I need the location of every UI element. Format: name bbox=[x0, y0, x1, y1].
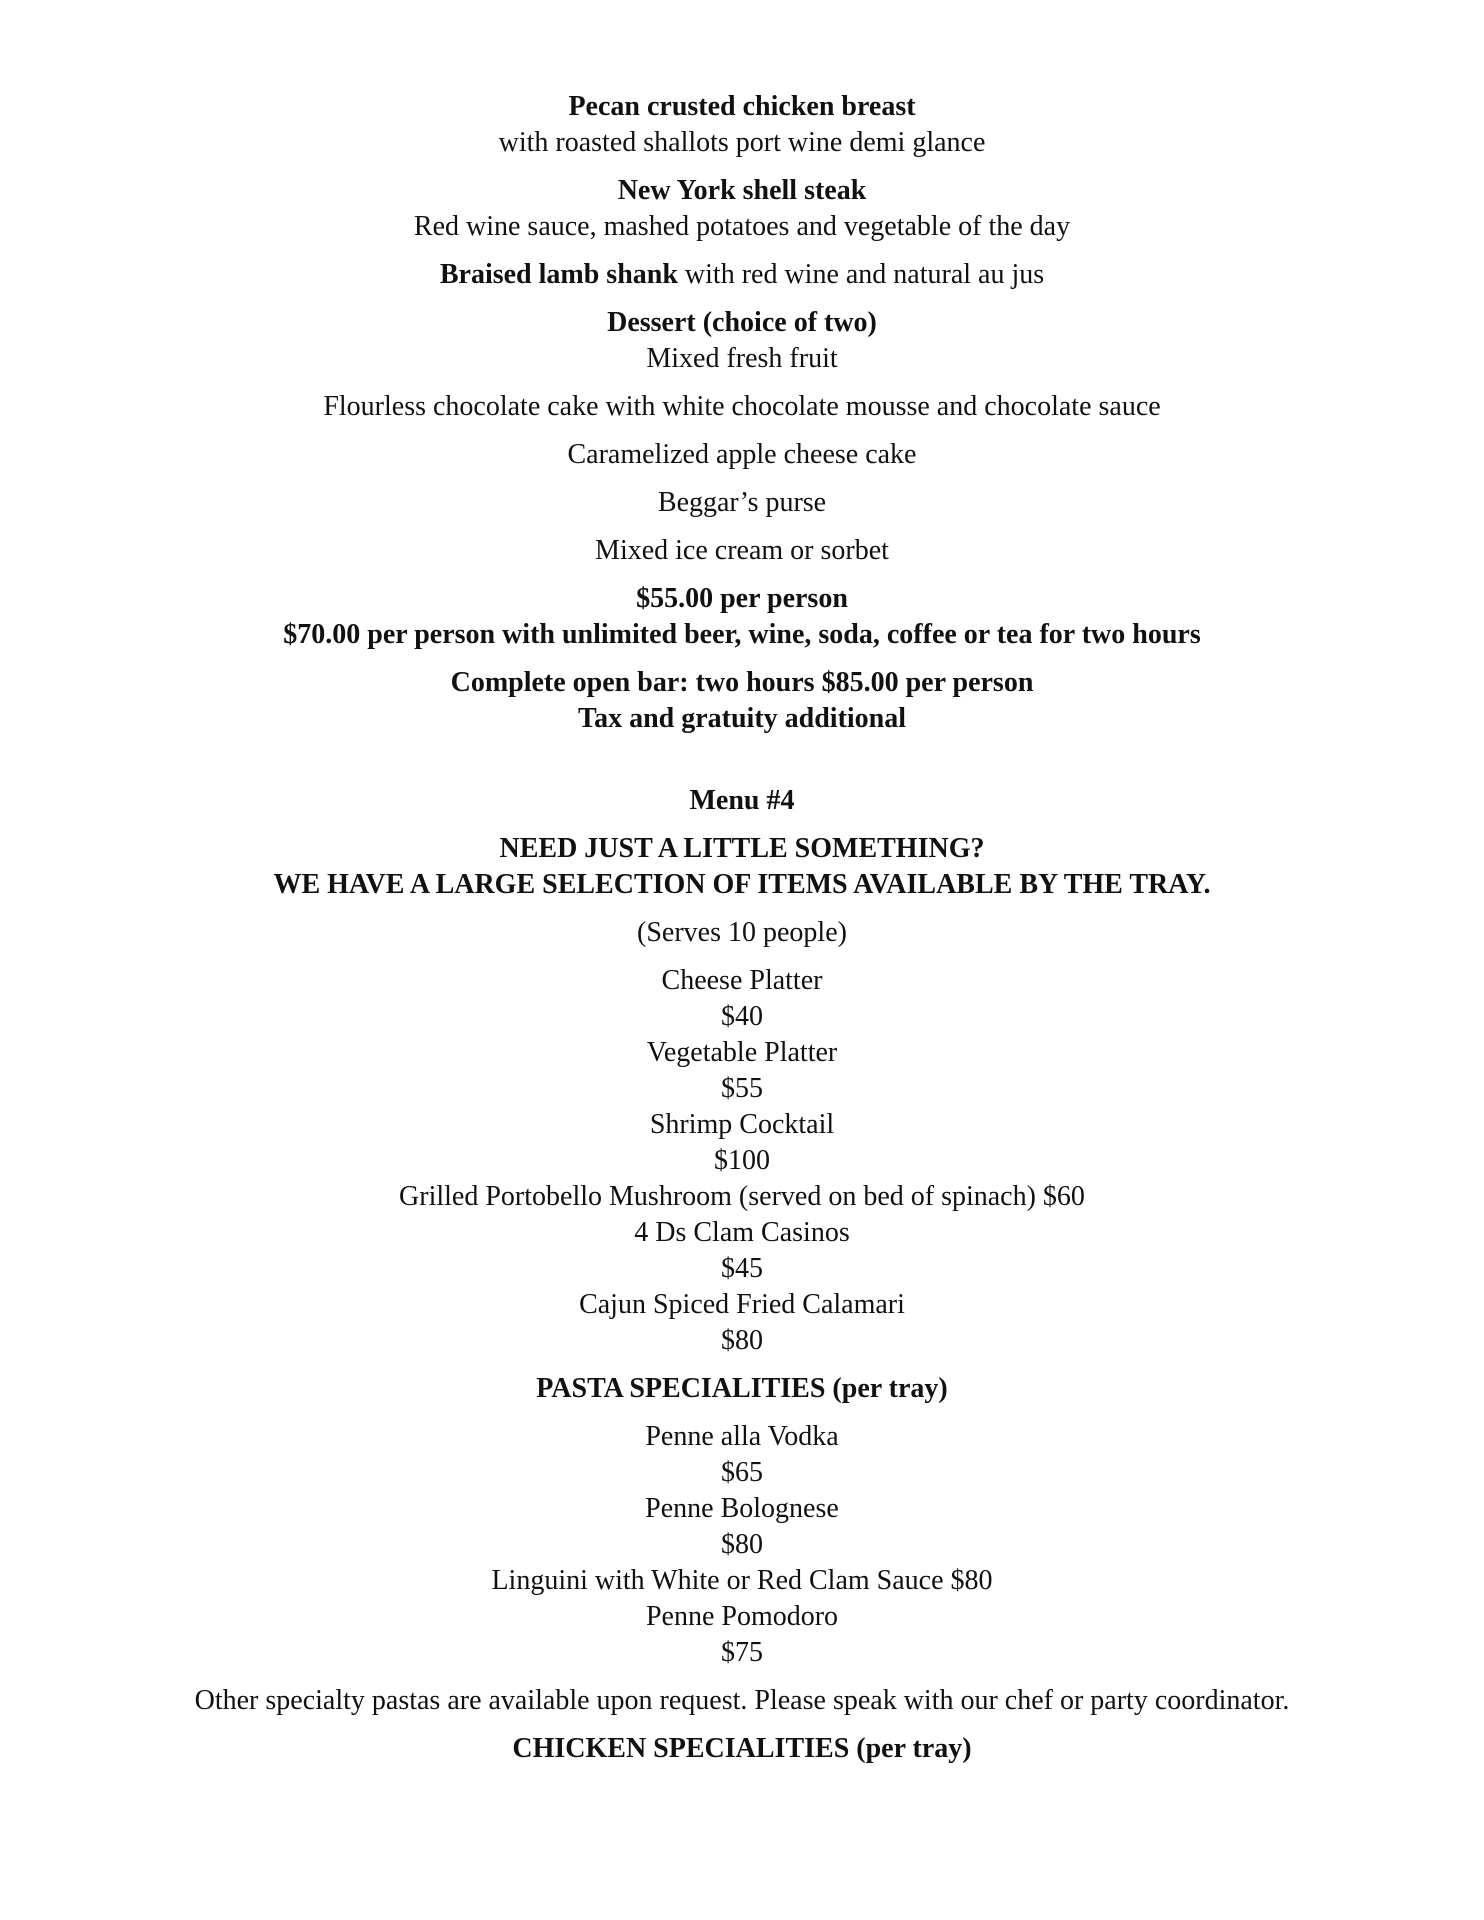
menu4-tagline: WE HAVE A LARGE SELECTION OF ITEMS AVAILABLE BY THE TRAY. bbox=[273, 869, 1211, 900]
price-open-bar: Complete open bar: two hours $85.00 per person bbox=[450, 667, 1034, 698]
chicken-heading: CHICKEN SPECIALITIES (per tray) bbox=[512, 1733, 972, 1764]
tray-item-name: Cheese Platter bbox=[661, 965, 823, 996]
tray-item-price: $45 bbox=[721, 1253, 763, 1284]
entree-name: Braised lamb shank bbox=[439, 259, 678, 290]
tray-item-price: $80 bbox=[721, 1325, 763, 1356]
dessert-item: Beggar’s purse bbox=[657, 487, 827, 518]
dessert-section bbox=[0, 305, 1484, 569]
entree-description: Red wine sauce, mashed potatoes and vegetable of the day bbox=[413, 211, 1071, 242]
tray-items-list bbox=[0, 963, 1484, 1359]
tray-item-name: 4 Ds Clam Casinos bbox=[634, 1217, 850, 1248]
entree-name: New York shell steak bbox=[617, 175, 867, 206]
entree-lamb-shank bbox=[0, 257, 1484, 293]
dessert-item: Mixed ice cream or sorbet bbox=[595, 535, 889, 566]
tray-item-name: Cajun Spiced Fried Calamari bbox=[579, 1289, 905, 1320]
tray-item-name: Shrimp Cocktail bbox=[649, 1109, 835, 1140]
pasta-item-name: Penne Bolognese bbox=[645, 1493, 839, 1524]
entree-description: with red wine and natural au jus bbox=[677, 259, 1045, 290]
price-per-person: $55.00 per person bbox=[636, 583, 848, 614]
tray-item-name: Vegetable Platter bbox=[646, 1037, 838, 1068]
menu4-title: Menu #4 bbox=[689, 785, 795, 816]
entree-ny-steak bbox=[0, 173, 1484, 245]
dessert-item: Flourless chocolate cake with white chocolate mousse and chocolate sauce bbox=[323, 391, 1161, 422]
entree-name: Pecan crusted chicken breast bbox=[568, 91, 916, 122]
pasta-item-name: Penne Pomodoro bbox=[645, 1601, 839, 1632]
pasta-item-price: $80 bbox=[721, 1529, 763, 1560]
tray-item-price: $100 bbox=[714, 1145, 770, 1176]
pasta-item-price: $75 bbox=[721, 1637, 763, 1668]
menu4-tagline: NEED JUST A LITTLE SOMETHING? bbox=[499, 833, 985, 864]
menu4-section bbox=[0, 783, 1484, 1359]
tray-item-price: $40 bbox=[721, 1001, 763, 1032]
pasta-item-name: Linguini with White or Red Clam Sauce $80 bbox=[491, 1565, 993, 1596]
pricing-section bbox=[0, 581, 1484, 737]
dessert-item: Mixed fresh fruit bbox=[646, 343, 838, 374]
pasta-section bbox=[0, 1371, 1484, 1719]
tray-item-price: $55 bbox=[721, 1073, 763, 1104]
tax-note: Tax and gratuity additional bbox=[577, 703, 907, 734]
menu4-serves: (Serves 10 people) bbox=[637, 917, 847, 948]
pasta-item-name: Penne alla Vodka bbox=[645, 1421, 839, 1452]
tray-item-name: Grilled Portobello Mushroom (served on bed of spinach) $60 bbox=[399, 1181, 1085, 1212]
pasta-note: Other specialty pastas are available upon request. Please speak with our chef or party coordinator. bbox=[194, 1685, 1290, 1716]
pasta-heading: PASTA SPECIALITIES (per tray) bbox=[536, 1373, 948, 1404]
entree-pecan-chicken bbox=[0, 89, 1484, 161]
entree-description: with roasted shallots port wine demi glance bbox=[498, 127, 986, 158]
dessert-heading: Dessert (choice of two) bbox=[607, 307, 877, 338]
dessert-item: Caramelized apple cheese cake bbox=[567, 439, 917, 470]
price-with-drinks: $70.00 per person with unlimited beer, wine, soda, coffee or tea for two hours bbox=[283, 619, 1201, 650]
pasta-item-price: $65 bbox=[721, 1457, 763, 1488]
